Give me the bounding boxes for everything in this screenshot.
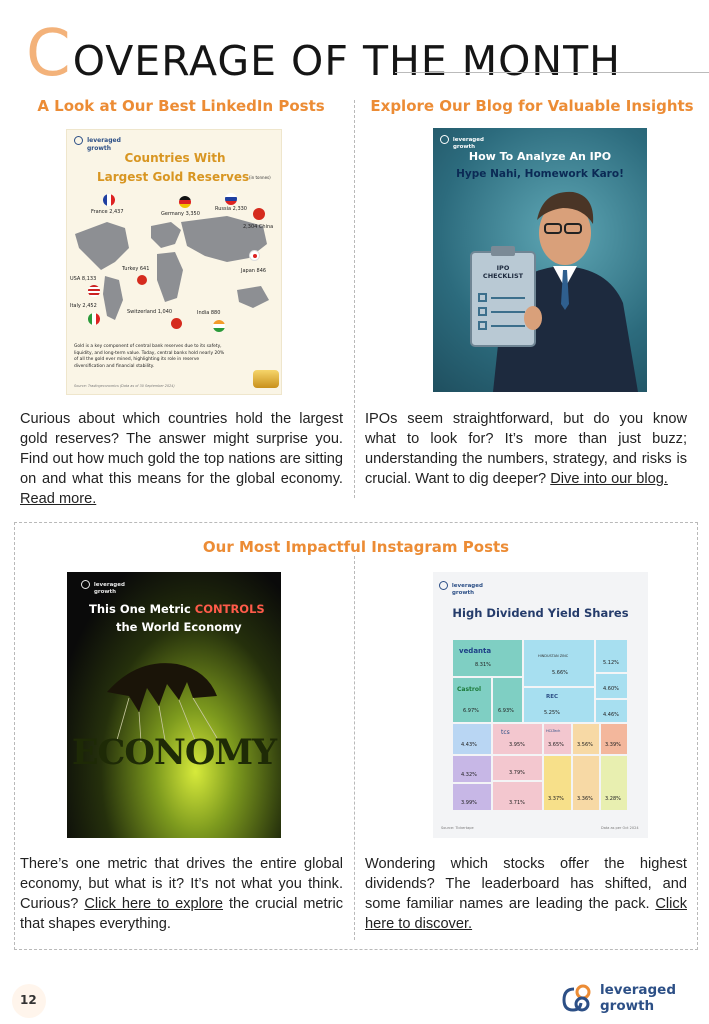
instagram-post-2-image[interactable] [433, 572, 648, 838]
tile-value: 5.12% [603, 660, 619, 666]
china-flag-icon [253, 208, 265, 220]
businessman-illustration [433, 128, 647, 392]
brand-line2: growth [452, 590, 475, 596]
switzerland-flag-icon [171, 318, 182, 329]
label-germany: Germany 3,350 [161, 211, 200, 217]
treemap-tile [493, 782, 542, 810]
brand-line1: leveraged [451, 583, 483, 589]
insta2-discover-link[interactable]: Click here to discover. [365, 896, 687, 932]
russia-flag-icon [225, 193, 237, 205]
blog-image-title-1: How To Analyze An IPO [468, 150, 612, 163]
tile-value: 3.39% [605, 742, 621, 748]
label-japan: Japan 846 [241, 268, 267, 274]
treemap-tile [453, 724, 491, 754]
label-usa: USA 8,133 [70, 276, 97, 282]
brand-line2: growth [94, 589, 117, 595]
page-number: 12 [20, 993, 37, 1007]
treemap-tile [524, 688, 594, 722]
treemap-tile [596, 700, 627, 722]
page-title-initial: C [26, 17, 71, 91]
footer-logo-text [600, 982, 676, 1014]
tile-value: 6.97% [463, 708, 479, 714]
tile-value: 3.65% [548, 742, 564, 748]
tile-value: 8.31% [475, 662, 491, 668]
footer-logo-line1: leveraged [600, 982, 676, 998]
column-divider-bottom [354, 556, 355, 940]
brand-line1: leveraged [93, 582, 125, 588]
tile-name: REC [546, 694, 559, 700]
tile-name: HINDUSTAN ZINC [538, 654, 569, 658]
instagram-heading: Our Most Impactful Instagram Posts [202, 538, 510, 556]
insta2-source-left: Source: Tickertape [441, 826, 474, 830]
tile-value: 3.36% [577, 796, 593, 802]
clipboard-text [480, 264, 526, 280]
brand-mark-icon [439, 581, 448, 590]
footnote-line-2: liquidity, and long-term value. Today, central banks hold nearly 20% [74, 350, 225, 356]
treemap-tile [596, 640, 627, 672]
tile-value: 4.32% [461, 772, 477, 778]
japan-flag-icon [249, 250, 260, 261]
column-divider-top [354, 100, 355, 498]
insta1-title-1b: CONTROLS [194, 602, 265, 616]
tile-name: tcs [501, 729, 510, 736]
tile-value: 4.60% [603, 686, 619, 692]
insta2-title: High Dividend Yield Shares [452, 606, 629, 620]
label-switzerland: Switzerland 1,040 [127, 309, 173, 315]
tile-value: 3.71% [509, 800, 525, 806]
brand-line1: leveraged [452, 137, 484, 143]
title-rule [395, 72, 709, 73]
treemap-tile [453, 678, 491, 722]
linkedin-image-title-unit: (in tonnes) [249, 175, 271, 180]
linkedin-description [20, 409, 343, 509]
insta2-source-right: Data as per Oct 2024 [601, 826, 639, 830]
clipboard-line-1: IPO [496, 264, 510, 272]
germany-flag-icon [179, 196, 191, 208]
blog-dive-in-link[interactable]: Dive into our blog. [550, 471, 668, 487]
instagram-post-1-image[interactable] [67, 572, 281, 838]
blog-description [365, 409, 687, 489]
treemap-tile [453, 640, 522, 676]
treemap-tile [601, 724, 627, 754]
treemap-tile [493, 724, 542, 754]
blog-image-title-2: Hype Nahi, Homework Karo! [456, 168, 624, 180]
treemap-tile [573, 724, 599, 754]
treemap-tile [453, 784, 491, 810]
page-title [26, 17, 621, 91]
linkedin-image-source: Source: Tradingeconomics (Data as of 30 September 2024) [74, 384, 175, 388]
dividend-treemap [453, 640, 627, 810]
tile-value: 3.79% [509, 770, 525, 776]
tile-value: 3.28% [605, 796, 621, 802]
linkedin-text: Curious about which countries hold the largest gold reserves? The answer might surprise you. Find out how much gold the top nations are sitting on and what this means for the global economy. [20, 411, 343, 487]
blog-post-image[interactable] [433, 128, 647, 392]
insta1-explore-link[interactable]: Click here to explore [84, 896, 224, 912]
gold-coins-icon [253, 370, 279, 388]
blog-heading: Explore Our Blog for Valuable Insights [370, 97, 694, 115]
instagram-post-1-description [20, 854, 343, 934]
india-flag-icon [213, 320, 225, 332]
footer-logo-line2: growth [600, 998, 655, 1014]
brand-line2: growth [87, 145, 112, 152]
page-title-text: OVERAGE OF THE MONTH [72, 37, 621, 85]
tile-value: 3.56% [577, 742, 593, 748]
insta1-text: There’s one metric that drives the entire global economy, but what is it? It’s not what you think. Curious? [20, 856, 343, 912]
insta1-text-after: the crucial metric that shapes everything. [20, 896, 344, 932]
linkedin-post-image[interactable] [66, 129, 282, 395]
tile-name: Castrol [457, 686, 482, 693]
linkedin-image-title-2: Largest Gold Reserves [97, 170, 250, 184]
tile-value: 3.99% [461, 800, 477, 806]
label-turkey: Turkey 641 [122, 266, 150, 272]
tile-value: 4.43% [461, 742, 477, 748]
italy-flag-icon [88, 313, 100, 325]
insta1-title-1a: This One Metric [89, 602, 195, 616]
treemap-tile [601, 756, 627, 810]
tile-value: 6.93% [498, 708, 514, 714]
treemap-tile [596, 674, 627, 698]
tile-name: vedanta [459, 647, 492, 655]
footnote-line-3: of all the gold ever mined, highlighting its role in reserve [74, 357, 200, 362]
brand-line1: leveraged [87, 137, 121, 144]
label-india: India 880 [197, 310, 221, 316]
label-china: 2,304 China [243, 224, 274, 230]
treemap-tile [544, 724, 571, 754]
insta1-title-2: the World Economy [116, 620, 242, 634]
tile-value: 5.25% [544, 710, 560, 716]
instagram-post-2-description [365, 854, 687, 934]
linkedin-image-title-1: Countries With [124, 151, 226, 165]
brand-mark-icon [74, 136, 83, 145]
treemap-tile [544, 756, 571, 810]
linkedin-heading: A Look at Our Best LinkedIn Posts [37, 97, 325, 115]
usa-flag-icon [88, 285, 100, 297]
footnote-line-1: Gold is a key component of central bank reserves due to its safety, [74, 344, 222, 349]
label-italy: Italy 2,452 [70, 303, 97, 309]
linkedin-read-more-link[interactable]: Read more. [20, 491, 97, 507]
linkedin-image-footnote [74, 344, 224, 370]
blog-text: IPOs seem straightforward, but do you know what to look for? It’s more than just buzz; understanding the numbers, strategy, and risks is crucial. Want to dig deeper? [365, 411, 687, 487]
clipboard-line-2: CHECKLIST [482, 272, 524, 280]
tile-value: 3.95% [509, 742, 525, 748]
france-flag-icon [103, 194, 115, 206]
puppet-hand-illustration [67, 572, 281, 838]
linkedin-image-brand [74, 136, 121, 152]
tile-value: 5.66% [552, 670, 568, 676]
label-russia: Russia 2,330 [215, 206, 247, 212]
brand-logo-icon [560, 983, 594, 1013]
tile-name: HCLTech [546, 729, 561, 733]
brand-line2: growth [453, 144, 476, 150]
footer-logo[interactable] [560, 982, 676, 1014]
treemap-tile [573, 756, 599, 810]
footnote-line-4: diversification and financial stability. [74, 363, 155, 369]
insta2-image-brand [439, 581, 483, 597]
tile-value: 4.46% [603, 712, 619, 718]
tile-value: 3.37% [548, 796, 564, 802]
insta2-text: Wondering which stocks offer the highest dividends? The leaderboard has shifted, and some familiar names are leading the pack. [365, 856, 687, 912]
treemap-tile [493, 678, 522, 722]
label-france: France 2,437 [91, 209, 124, 215]
treemap-tile [453, 756, 491, 782]
insta1-economy-word: ECONOMY [71, 732, 277, 773]
turkey-flag-icon [137, 275, 147, 285]
treemap-tile [493, 756, 542, 780]
treemap-tile [524, 640, 594, 686]
